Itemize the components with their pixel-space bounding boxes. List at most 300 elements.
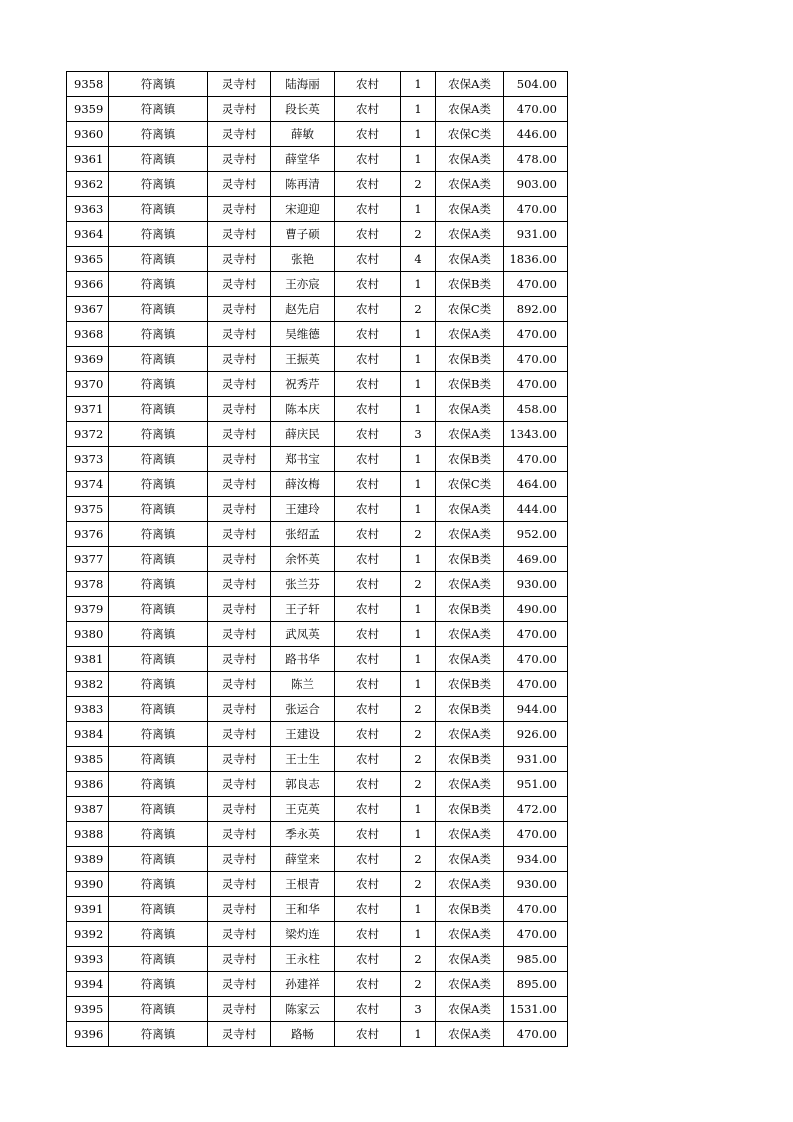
amount-cell: 446.00 bbox=[504, 122, 568, 147]
member-count-cell: 1 bbox=[401, 272, 436, 297]
household-type-cell: 农村 bbox=[335, 847, 401, 872]
member-count-cell: 1 bbox=[401, 922, 436, 947]
household-type-cell: 农村 bbox=[335, 722, 401, 747]
amount-cell: 931.00 bbox=[504, 222, 568, 247]
village-cell: 灵寺村 bbox=[208, 297, 271, 322]
insurance-category-cell: 农保A类 bbox=[436, 147, 504, 172]
town-cell: 符离镇 bbox=[109, 447, 208, 472]
town-cell: 符离镇 bbox=[109, 572, 208, 597]
town-cell: 符离镇 bbox=[109, 547, 208, 572]
person-name-cell: 陈再清 bbox=[271, 172, 335, 197]
member-count-cell: 1 bbox=[401, 147, 436, 172]
household-type-cell: 农村 bbox=[335, 797, 401, 822]
town-cell: 符离镇 bbox=[109, 397, 208, 422]
village-cell: 灵寺村 bbox=[208, 347, 271, 372]
household-type-cell: 农村 bbox=[335, 447, 401, 472]
person-name-cell: 王子轩 bbox=[271, 597, 335, 622]
table-row bbox=[67, 172, 568, 197]
person-name-cell: 薛堂来 bbox=[271, 847, 335, 872]
member-count-cell: 1 bbox=[401, 72, 436, 97]
person-name-cell: 王克英 bbox=[271, 797, 335, 822]
household-type-cell: 农村 bbox=[335, 97, 401, 122]
insurance-category-cell: 农保A类 bbox=[436, 1022, 504, 1047]
town-cell: 符离镇 bbox=[109, 272, 208, 297]
amount-cell: 470.00 bbox=[504, 272, 568, 297]
amount-cell: 464.00 bbox=[504, 472, 568, 497]
member-count-cell: 1 bbox=[401, 1022, 436, 1047]
amount-cell: 470.00 bbox=[504, 922, 568, 947]
table-row bbox=[67, 422, 568, 447]
village-cell: 灵寺村 bbox=[208, 447, 271, 472]
member-count-cell: 2 bbox=[401, 572, 436, 597]
record-id-cell: 9370 bbox=[67, 372, 109, 397]
household-type-cell: 农村 bbox=[335, 472, 401, 497]
amount-cell: 504.00 bbox=[504, 72, 568, 97]
insurance-category-cell: 农保B类 bbox=[436, 372, 504, 397]
person-name-cell: 郑书宝 bbox=[271, 447, 335, 472]
amount-cell: 469.00 bbox=[504, 547, 568, 572]
household-type-cell: 农村 bbox=[335, 822, 401, 847]
person-name-cell: 陈兰 bbox=[271, 672, 335, 697]
household-type-cell: 农村 bbox=[335, 922, 401, 947]
person-name-cell: 陆海丽 bbox=[271, 72, 335, 97]
member-count-cell: 1 bbox=[401, 347, 436, 372]
record-id-cell: 9377 bbox=[67, 547, 109, 572]
village-cell: 灵寺村 bbox=[208, 572, 271, 597]
household-type-cell: 农村 bbox=[335, 522, 401, 547]
insurance-category-cell: 农保B类 bbox=[436, 672, 504, 697]
record-id-cell: 9358 bbox=[67, 72, 109, 97]
member-count-cell: 2 bbox=[401, 747, 436, 772]
person-name-cell: 吴维德 bbox=[271, 322, 335, 347]
village-cell: 灵寺村 bbox=[208, 247, 271, 272]
amount-cell: 1836.00 bbox=[504, 247, 568, 272]
record-id-cell: 9386 bbox=[67, 772, 109, 797]
table-row bbox=[67, 697, 568, 722]
person-name-cell: 薛敏 bbox=[271, 122, 335, 147]
town-cell: 符离镇 bbox=[109, 872, 208, 897]
household-type-cell: 农村 bbox=[335, 397, 401, 422]
insurance-category-cell: 农保A类 bbox=[436, 247, 504, 272]
record-id-cell: 9388 bbox=[67, 822, 109, 847]
insurance-category-cell: 农保B类 bbox=[436, 272, 504, 297]
member-count-cell: 2 bbox=[401, 172, 436, 197]
amount-cell: 934.00 bbox=[504, 847, 568, 872]
table-row bbox=[67, 447, 568, 472]
insurance-category-cell: 农保A类 bbox=[436, 947, 504, 972]
household-type-cell: 农村 bbox=[335, 172, 401, 197]
record-id-cell: 9364 bbox=[67, 222, 109, 247]
household-type-cell: 农村 bbox=[335, 597, 401, 622]
village-cell: 灵寺村 bbox=[208, 822, 271, 847]
person-name-cell: 赵先启 bbox=[271, 297, 335, 322]
person-name-cell: 王振英 bbox=[271, 347, 335, 372]
insurance-category-cell: 农保B类 bbox=[436, 547, 504, 572]
table-row bbox=[67, 747, 568, 772]
town-cell: 符离镇 bbox=[109, 597, 208, 622]
person-name-cell: 王根青 bbox=[271, 872, 335, 897]
table-row bbox=[67, 672, 568, 697]
insurance-category-cell: 农保A类 bbox=[436, 772, 504, 797]
amount-cell: 470.00 bbox=[504, 822, 568, 847]
insurance-category-cell: 农保B类 bbox=[436, 797, 504, 822]
table-row bbox=[67, 397, 568, 422]
insurance-category-cell: 农保C类 bbox=[436, 122, 504, 147]
member-count-cell: 1 bbox=[401, 372, 436, 397]
table-row bbox=[67, 322, 568, 347]
record-id-cell: 9380 bbox=[67, 622, 109, 647]
town-cell: 符离镇 bbox=[109, 822, 208, 847]
record-id-cell: 9383 bbox=[67, 697, 109, 722]
insurance-category-cell: 农保C类 bbox=[436, 472, 504, 497]
table-row bbox=[67, 797, 568, 822]
amount-cell: 951.00 bbox=[504, 772, 568, 797]
record-id-cell: 9374 bbox=[67, 472, 109, 497]
household-type-cell: 农村 bbox=[335, 197, 401, 222]
village-cell: 灵寺村 bbox=[208, 872, 271, 897]
table-row bbox=[67, 197, 568, 222]
amount-cell: 930.00 bbox=[504, 572, 568, 597]
person-name-cell: 季永英 bbox=[271, 822, 335, 847]
amount-cell: 895.00 bbox=[504, 972, 568, 997]
member-count-cell: 2 bbox=[401, 222, 436, 247]
village-cell: 灵寺村 bbox=[208, 922, 271, 947]
village-cell: 灵寺村 bbox=[208, 97, 271, 122]
village-cell: 灵寺村 bbox=[208, 372, 271, 397]
household-type-cell: 农村 bbox=[335, 1022, 401, 1047]
member-count-cell: 2 bbox=[401, 297, 436, 322]
person-name-cell: 陈本庆 bbox=[271, 397, 335, 422]
town-cell: 符离镇 bbox=[109, 997, 208, 1022]
town-cell: 符离镇 bbox=[109, 72, 208, 97]
village-cell: 灵寺村 bbox=[208, 122, 271, 147]
amount-cell: 470.00 bbox=[504, 97, 568, 122]
table-row bbox=[67, 97, 568, 122]
village-cell: 灵寺村 bbox=[208, 747, 271, 772]
amount-cell: 470.00 bbox=[504, 197, 568, 222]
member-count-cell: 2 bbox=[401, 972, 436, 997]
person-name-cell: 祝秀芹 bbox=[271, 372, 335, 397]
town-cell: 符离镇 bbox=[109, 222, 208, 247]
table-row bbox=[67, 147, 568, 172]
member-count-cell: 1 bbox=[401, 397, 436, 422]
amount-cell: 444.00 bbox=[504, 497, 568, 522]
record-id-cell: 9387 bbox=[67, 797, 109, 822]
town-cell: 符离镇 bbox=[109, 147, 208, 172]
member-count-cell: 1 bbox=[401, 672, 436, 697]
record-id-cell: 9378 bbox=[67, 572, 109, 597]
person-name-cell: 薛堂华 bbox=[271, 147, 335, 172]
town-cell: 符离镇 bbox=[109, 322, 208, 347]
household-type-cell: 农村 bbox=[335, 572, 401, 597]
village-cell: 灵寺村 bbox=[208, 197, 271, 222]
village-cell: 灵寺村 bbox=[208, 797, 271, 822]
insurance-category-cell: 农保A类 bbox=[436, 397, 504, 422]
table-row bbox=[67, 997, 568, 1022]
village-cell: 灵寺村 bbox=[208, 622, 271, 647]
table-body bbox=[67, 72, 568, 1047]
table-row bbox=[67, 472, 568, 497]
record-id-cell: 9385 bbox=[67, 747, 109, 772]
amount-cell: 930.00 bbox=[504, 872, 568, 897]
insurance-category-cell: 农保A类 bbox=[436, 647, 504, 672]
village-cell: 灵寺村 bbox=[208, 397, 271, 422]
village-cell: 灵寺村 bbox=[208, 422, 271, 447]
household-type-cell: 农村 bbox=[335, 122, 401, 147]
insurance-category-cell: 农保A类 bbox=[436, 622, 504, 647]
amount-cell: 478.00 bbox=[504, 147, 568, 172]
insurance-category-cell: 农保B类 bbox=[436, 597, 504, 622]
town-cell: 符离镇 bbox=[109, 247, 208, 272]
table-row bbox=[67, 297, 568, 322]
person-name-cell: 曹子硕 bbox=[271, 222, 335, 247]
amount-cell: 926.00 bbox=[504, 722, 568, 747]
member-count-cell: 2 bbox=[401, 722, 436, 747]
household-type-cell: 农村 bbox=[335, 672, 401, 697]
town-cell: 符离镇 bbox=[109, 972, 208, 997]
village-cell: 灵寺村 bbox=[208, 547, 271, 572]
record-id-cell: 9360 bbox=[67, 122, 109, 147]
insurance-category-cell: 农保A类 bbox=[436, 422, 504, 447]
town-cell: 符离镇 bbox=[109, 922, 208, 947]
village-cell: 灵寺村 bbox=[208, 272, 271, 297]
record-id-cell: 9379 bbox=[67, 597, 109, 622]
village-cell: 灵寺村 bbox=[208, 847, 271, 872]
person-name-cell: 郭良志 bbox=[271, 772, 335, 797]
record-id-cell: 9367 bbox=[67, 297, 109, 322]
village-cell: 灵寺村 bbox=[208, 772, 271, 797]
record-id-cell: 9362 bbox=[67, 172, 109, 197]
member-count-cell: 1 bbox=[401, 97, 436, 122]
person-name-cell: 张绍孟 bbox=[271, 522, 335, 547]
table-row bbox=[67, 247, 568, 272]
village-cell: 灵寺村 bbox=[208, 722, 271, 747]
village-cell: 灵寺村 bbox=[208, 597, 271, 622]
table-row bbox=[67, 372, 568, 397]
record-id-cell: 9375 bbox=[67, 497, 109, 522]
record-id-cell: 9365 bbox=[67, 247, 109, 272]
household-type-cell: 农村 bbox=[335, 72, 401, 97]
amount-cell: 931.00 bbox=[504, 747, 568, 772]
insurance-category-cell: 农保A类 bbox=[436, 822, 504, 847]
town-cell: 符离镇 bbox=[109, 722, 208, 747]
record-id-cell: 9373 bbox=[67, 447, 109, 472]
town-cell: 符离镇 bbox=[109, 472, 208, 497]
person-name-cell: 薛汝梅 bbox=[271, 472, 335, 497]
village-cell: 灵寺村 bbox=[208, 147, 271, 172]
table-row bbox=[67, 1022, 568, 1047]
person-name-cell: 王亦宸 bbox=[271, 272, 335, 297]
table-row bbox=[67, 222, 568, 247]
record-id-cell: 9384 bbox=[67, 722, 109, 747]
record-id-cell: 9391 bbox=[67, 897, 109, 922]
member-count-cell: 1 bbox=[401, 472, 436, 497]
person-name-cell: 路畅 bbox=[271, 1022, 335, 1047]
person-name-cell: 余怀英 bbox=[271, 547, 335, 572]
person-name-cell: 张运合 bbox=[271, 697, 335, 722]
insurance-category-cell: 农保A类 bbox=[436, 222, 504, 247]
household-type-cell: 农村 bbox=[335, 147, 401, 172]
person-name-cell: 王士生 bbox=[271, 747, 335, 772]
village-cell: 灵寺村 bbox=[208, 672, 271, 697]
amount-cell: 903.00 bbox=[504, 172, 568, 197]
table-row bbox=[67, 972, 568, 997]
amount-cell: 470.00 bbox=[504, 347, 568, 372]
table-row bbox=[67, 572, 568, 597]
data-table bbox=[66, 71, 568, 1047]
table-row bbox=[67, 922, 568, 947]
insurance-category-cell: 农保B类 bbox=[436, 897, 504, 922]
table-row bbox=[67, 947, 568, 972]
village-cell: 灵寺村 bbox=[208, 647, 271, 672]
record-id-cell: 9361 bbox=[67, 147, 109, 172]
person-name-cell: 王建玲 bbox=[271, 497, 335, 522]
table-row bbox=[67, 547, 568, 572]
record-id-cell: 9359 bbox=[67, 97, 109, 122]
person-name-cell: 武凤英 bbox=[271, 622, 335, 647]
table-row bbox=[67, 622, 568, 647]
town-cell: 符离镇 bbox=[109, 772, 208, 797]
record-id-cell: 9368 bbox=[67, 322, 109, 347]
member-count-cell: 1 bbox=[401, 197, 436, 222]
insurance-category-cell: 农保A类 bbox=[436, 872, 504, 897]
household-type-cell: 农村 bbox=[335, 772, 401, 797]
record-id-cell: 9392 bbox=[67, 922, 109, 947]
village-cell: 灵寺村 bbox=[208, 1022, 271, 1047]
amount-cell: 470.00 bbox=[504, 447, 568, 472]
household-type-cell: 农村 bbox=[335, 422, 401, 447]
household-type-cell: 农村 bbox=[335, 697, 401, 722]
insurance-category-cell: 农保B类 bbox=[436, 347, 504, 372]
member-count-cell: 1 bbox=[401, 897, 436, 922]
amount-cell: 470.00 bbox=[504, 672, 568, 697]
town-cell: 符离镇 bbox=[109, 97, 208, 122]
town-cell: 符离镇 bbox=[109, 622, 208, 647]
insurance-category-cell: 农保A类 bbox=[436, 522, 504, 547]
village-cell: 灵寺村 bbox=[208, 172, 271, 197]
village-cell: 灵寺村 bbox=[208, 972, 271, 997]
household-type-cell: 农村 bbox=[335, 297, 401, 322]
town-cell: 符离镇 bbox=[109, 347, 208, 372]
town-cell: 符离镇 bbox=[109, 197, 208, 222]
table-row bbox=[67, 822, 568, 847]
insurance-category-cell: 农保B类 bbox=[436, 697, 504, 722]
village-cell: 灵寺村 bbox=[208, 947, 271, 972]
village-cell: 灵寺村 bbox=[208, 997, 271, 1022]
household-type-cell: 农村 bbox=[335, 372, 401, 397]
record-id-cell: 9390 bbox=[67, 872, 109, 897]
insurance-category-cell: 农保A类 bbox=[436, 847, 504, 872]
town-cell: 符离镇 bbox=[109, 297, 208, 322]
table-row bbox=[67, 597, 568, 622]
table-row bbox=[67, 897, 568, 922]
household-type-cell: 农村 bbox=[335, 647, 401, 672]
village-cell: 灵寺村 bbox=[208, 697, 271, 722]
household-type-cell: 农村 bbox=[335, 247, 401, 272]
town-cell: 符离镇 bbox=[109, 1022, 208, 1047]
insurance-category-cell: 农保A类 bbox=[436, 97, 504, 122]
record-id-cell: 9381 bbox=[67, 647, 109, 672]
member-count-cell: 2 bbox=[401, 522, 436, 547]
table-row bbox=[67, 522, 568, 547]
insurance-category-cell: 农保B类 bbox=[436, 747, 504, 772]
household-type-cell: 农村 bbox=[335, 997, 401, 1022]
town-cell: 符离镇 bbox=[109, 497, 208, 522]
insurance-category-cell: 农保A类 bbox=[436, 197, 504, 222]
village-cell: 灵寺村 bbox=[208, 497, 271, 522]
amount-cell: 470.00 bbox=[504, 622, 568, 647]
town-cell: 符离镇 bbox=[109, 672, 208, 697]
member-count-cell: 2 bbox=[401, 872, 436, 897]
household-type-cell: 农村 bbox=[335, 222, 401, 247]
town-cell: 符离镇 bbox=[109, 747, 208, 772]
amount-cell: 472.00 bbox=[504, 797, 568, 822]
record-id-cell: 9371 bbox=[67, 397, 109, 422]
town-cell: 符离镇 bbox=[109, 647, 208, 672]
person-name-cell: 梁灼连 bbox=[271, 922, 335, 947]
table-row bbox=[67, 272, 568, 297]
member-count-cell: 2 bbox=[401, 847, 436, 872]
town-cell: 符离镇 bbox=[109, 697, 208, 722]
household-type-cell: 农村 bbox=[335, 272, 401, 297]
amount-cell: 892.00 bbox=[504, 297, 568, 322]
member-count-cell: 1 bbox=[401, 647, 436, 672]
insurance-category-cell: 农保A类 bbox=[436, 572, 504, 597]
record-id-cell: 9394 bbox=[67, 972, 109, 997]
insurance-category-cell: 农保A类 bbox=[436, 72, 504, 97]
record-id-cell: 9396 bbox=[67, 1022, 109, 1047]
town-cell: 符离镇 bbox=[109, 172, 208, 197]
person-name-cell: 王建设 bbox=[271, 722, 335, 747]
household-type-cell: 农村 bbox=[335, 497, 401, 522]
household-type-cell: 农村 bbox=[335, 972, 401, 997]
amount-cell: 985.00 bbox=[504, 947, 568, 972]
person-name-cell: 段长英 bbox=[271, 97, 335, 122]
record-id-cell: 9389 bbox=[67, 847, 109, 872]
record-id-cell: 9372 bbox=[67, 422, 109, 447]
member-count-cell: 3 bbox=[401, 422, 436, 447]
village-cell: 灵寺村 bbox=[208, 222, 271, 247]
insurance-category-cell: 农保A类 bbox=[436, 497, 504, 522]
village-cell: 灵寺村 bbox=[208, 897, 271, 922]
member-count-cell: 4 bbox=[401, 247, 436, 272]
record-id-cell: 9376 bbox=[67, 522, 109, 547]
household-type-cell: 农村 bbox=[335, 872, 401, 897]
insurance-category-cell: 农保A类 bbox=[436, 722, 504, 747]
village-cell: 灵寺村 bbox=[208, 472, 271, 497]
table-row bbox=[67, 722, 568, 747]
town-cell: 符离镇 bbox=[109, 372, 208, 397]
village-cell: 灵寺村 bbox=[208, 322, 271, 347]
person-name-cell: 张艳 bbox=[271, 247, 335, 272]
member-count-cell: 1 bbox=[401, 122, 436, 147]
amount-cell: 470.00 bbox=[504, 897, 568, 922]
amount-cell: 470.00 bbox=[504, 322, 568, 347]
table-row bbox=[67, 72, 568, 97]
village-cell: 灵寺村 bbox=[208, 522, 271, 547]
person-name-cell: 路书华 bbox=[271, 647, 335, 672]
amount-cell: 490.00 bbox=[504, 597, 568, 622]
insurance-category-cell: 农保A类 bbox=[436, 997, 504, 1022]
amount-cell: 1343.00 bbox=[504, 422, 568, 447]
town-cell: 符离镇 bbox=[109, 797, 208, 822]
insurance-category-cell: 农保A类 bbox=[436, 972, 504, 997]
member-count-cell: 1 bbox=[401, 547, 436, 572]
table-row bbox=[67, 647, 568, 672]
town-cell: 符离镇 bbox=[109, 422, 208, 447]
person-name-cell: 宋迎迎 bbox=[271, 197, 335, 222]
record-id-cell: 9382 bbox=[67, 672, 109, 697]
